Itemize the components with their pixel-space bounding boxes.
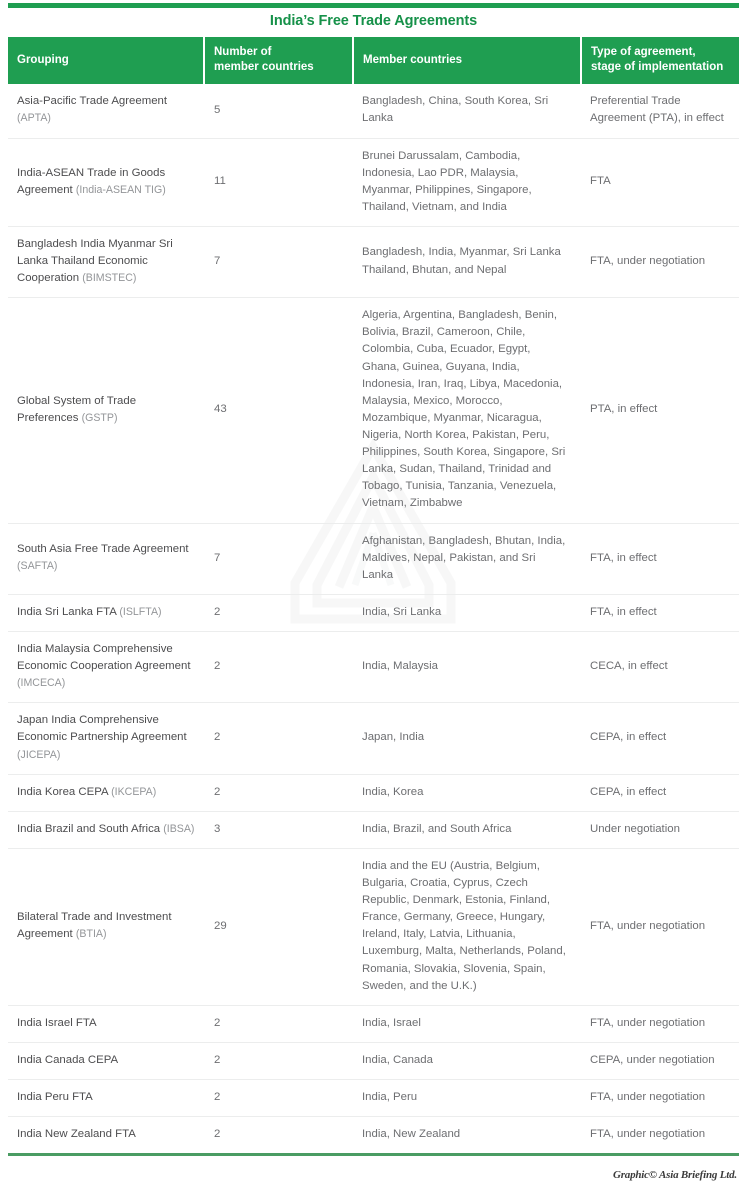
cell-agreement-type: FTA, under negotiation xyxy=(581,848,739,1005)
cell-member-countries: India, Peru xyxy=(353,1079,581,1116)
cell-grouping xyxy=(8,298,204,523)
column-header-grouping-label: Grouping xyxy=(17,53,69,66)
cell-agreement-type: CEPA, in effect xyxy=(581,703,739,774)
cell-member-count: 2 xyxy=(204,703,353,774)
cell-member-countries: India, Malaysia xyxy=(353,632,581,703)
agreement-acronym: (JICEPA) xyxy=(17,748,61,761)
cell-member-count: 2 xyxy=(204,632,353,703)
column-header-member-count-line1: Number of xyxy=(214,45,272,58)
table-row xyxy=(8,811,739,848)
cell-member-count: 43 xyxy=(204,298,353,523)
table-row xyxy=(8,594,739,631)
cell-member-count: 2 xyxy=(204,1079,353,1116)
agreement-name: India-ASEAN Trade in Goods Agreement xyxy=(17,166,166,196)
column-header-agreement-type-line2: stage of implementation xyxy=(591,61,724,74)
cell-grouping xyxy=(8,594,204,631)
cell-member-countries: India, New Zealand xyxy=(362,1128,461,1141)
cell-member-count: 7 xyxy=(204,226,353,297)
table-row xyxy=(8,138,739,226)
cell-agreement-type: FTA, under negotiation xyxy=(581,1079,739,1116)
table-header xyxy=(8,37,739,84)
cell-grouping xyxy=(8,774,204,811)
agreement-acronym: (GSTP) xyxy=(81,411,118,424)
column-header-member-count-line2: member countries xyxy=(214,61,314,74)
cell-member-countries: Brunei Darussalam, Cambodia, Indonesia, Lao PDR, Malaysia, Myanmar, Philippines, Singapore, Thailand, Vietnam, and India xyxy=(353,138,581,226)
cell-member-count: 2 xyxy=(214,1128,221,1141)
cell-agreement-type: Under negotiation xyxy=(581,811,739,848)
cell-member-count: 2 xyxy=(204,1005,353,1042)
cell-member-count: 29 xyxy=(204,848,353,1005)
agreement-name: India Brazil and South Africa xyxy=(17,822,164,835)
cell-agreement-type: FTA, under negotiation xyxy=(581,1005,739,1042)
cell-grouping xyxy=(8,1042,204,1079)
agreement-acronym: (BTIA) xyxy=(75,928,107,941)
cell-grouping xyxy=(8,523,204,594)
column-header-member-countries xyxy=(353,37,581,84)
cell-grouping xyxy=(8,84,204,138)
cell-member-count: 2 xyxy=(204,594,353,631)
cell-agreement-type: FTA xyxy=(581,138,739,226)
cell-grouping xyxy=(8,1079,204,1116)
cell-member-countries: Afghanistan, Bangladesh, Bhutan, India, Maldives, Nepal, Pakistan, and Sri Lanka xyxy=(353,523,581,594)
cell-agreement-type: Preferential Trade Agreement (PTA), in effect xyxy=(581,84,739,138)
cell-agreement-type: FTA, under negotiation xyxy=(581,226,739,297)
cell-member-count: 3 xyxy=(204,811,353,848)
agreement-name: India Malaysia Comprehensive Economic Cooperation Agreement xyxy=(17,643,191,673)
agreement-name: India Canada CEPA xyxy=(17,1053,119,1066)
cell-member-countries: India and the EU (Austria, Belgium, Bulgaria, Croatia, Cyprus, Czech Republic, Denmark, Estonia, Finland, France, Germany, Greece, Hungary, Ireland, Italy, Latvia, Lithuania, Luxemburg, Malta, Netherlands, Poland, Romania, Slovakia, Slovenia, Spain, Sweden, and the U.K.) xyxy=(353,848,581,1005)
agreement-name: India Korea CEPA xyxy=(17,785,112,798)
table-row xyxy=(8,1117,739,1154)
cell-member-count: 2 xyxy=(204,1042,353,1079)
agreement-acronym: (IKCEPA) xyxy=(111,785,157,798)
cell-member-countries: India, Israel xyxy=(353,1005,581,1042)
cell-member-countries: India, Brazil, and South Africa xyxy=(353,811,581,848)
agreement-name: India Peru FTA xyxy=(17,1090,93,1103)
table-row xyxy=(8,226,739,297)
table-row xyxy=(8,523,739,594)
agreement-acronym: (IBSA) xyxy=(163,822,195,835)
table-body xyxy=(8,84,739,1153)
cell-member-countries: Algeria, Argentina, Bangladesh, Benin, Bolivia, Brazil, Cameroon, Chile, Colombia, Cuba, Ecuador, Egypt, Ghana, Guinea, Guyana, India, Indonesia, Iran, Iraq, Libya, Macedonia, Malaysia, Mexico, Morocco, Mozambique, Myanmar, Nicaragua, Nigeria, North Korea, Pakistan, Peru, Philippines, South Korea, Singapore, Sri Lanka, Sudan, Thailand, Trinidad and Tobago, Tunisia, Tanzania, Venezuela, Vietnam, Zimbabwe xyxy=(353,298,581,523)
cell-agreement-type: CECA, in effect xyxy=(581,632,739,703)
cell-grouping xyxy=(8,811,204,848)
table-row xyxy=(8,298,739,523)
cell-grouping xyxy=(8,632,204,703)
cell-agreement-type: FTA, in effect xyxy=(581,523,739,594)
column-header-agreement-type xyxy=(581,37,739,84)
cell-agreement-type: FTA, under negotiation xyxy=(590,1128,706,1141)
column-header-grouping xyxy=(8,37,204,84)
column-header-member-countries-label: Member countries xyxy=(363,53,463,66)
cell-grouping xyxy=(8,138,204,226)
table-row xyxy=(8,1042,739,1079)
cell-member-countries: Bangladesh, China, South Korea, Sri Lanka xyxy=(353,84,581,138)
header-row xyxy=(8,37,739,84)
cell-member-count: 11 xyxy=(204,138,353,226)
cell-grouping xyxy=(8,1117,204,1154)
agreement-name: Global System of Trade Preferences xyxy=(17,394,137,424)
india-fta-table xyxy=(8,37,739,1153)
cell-member-countries: Japan, India xyxy=(353,703,581,774)
agreement-acronym: (SAFTA) xyxy=(17,560,58,573)
table-row xyxy=(8,774,739,811)
agreement-name: South Asia Free Trade Agreement xyxy=(17,543,189,556)
cell-agreement-type: PTA, in effect xyxy=(581,298,739,523)
table-row xyxy=(8,1079,739,1116)
cell-member-countries: India, Sri Lanka xyxy=(353,594,581,631)
cell-member-count: 7 xyxy=(204,523,353,594)
agreement-name: India Israel FTA xyxy=(17,1016,97,1029)
page-title: India’s Free Trade Agreements xyxy=(269,13,478,29)
agreement-name: Japan India Comprehensive Economic Partnership Agreement xyxy=(17,714,187,744)
agreement-acronym: (BIMSTEC) xyxy=(82,272,137,285)
fta-table-wrapper xyxy=(8,37,739,1153)
agreement-name: India Sri Lanka FTA xyxy=(17,605,120,618)
column-header-member-count xyxy=(204,37,353,84)
agreement-name: Asia-Pacific Trade Agreement xyxy=(17,95,168,108)
table-row xyxy=(8,632,739,703)
graphic-credit: Graphic© Asia Briefing Ltd. xyxy=(612,1169,737,1181)
column-header-agreement-type-line1: Type of agreement, xyxy=(591,45,696,58)
cell-agreement-type: FTA, in effect xyxy=(581,594,739,631)
cell-grouping xyxy=(8,703,204,774)
cell-member-countries: India, Canada xyxy=(353,1042,581,1079)
agreement-name: Bangladesh India Myanmar Sri Lanka Thailand Economic Cooperation xyxy=(17,237,173,285)
cell-agreement-type: CEPA, under negotiation xyxy=(581,1042,739,1079)
cell-member-countries: India, Korea xyxy=(353,774,581,811)
table-row xyxy=(8,703,739,774)
cell-grouping xyxy=(8,226,204,297)
cell-member-count: 2 xyxy=(204,774,353,811)
agreement-name: India New Zealand FTA xyxy=(17,1128,136,1141)
cell-agreement-type: CEPA, in effect xyxy=(581,774,739,811)
table-row xyxy=(8,84,739,138)
agreement-acronym: (ISLFTA) xyxy=(119,605,162,618)
table-row xyxy=(8,848,739,1005)
agreement-acronym: (IMCECA) xyxy=(17,677,66,690)
cell-member-count: 5 xyxy=(204,84,353,138)
infographic-sheet xyxy=(0,3,747,1181)
cell-member-countries: Bangladesh, India, Myanmar, Sri Lanka Thailand, Bhutan, and Nepal xyxy=(353,226,581,297)
agreement-name: Bilateral Trade and Investment Agreement xyxy=(17,911,172,941)
cell-grouping xyxy=(8,848,204,1005)
agreement-acronym: (APTA) xyxy=(17,112,51,125)
agreement-acronym: (India-ASEAN TIG) xyxy=(75,183,166,196)
